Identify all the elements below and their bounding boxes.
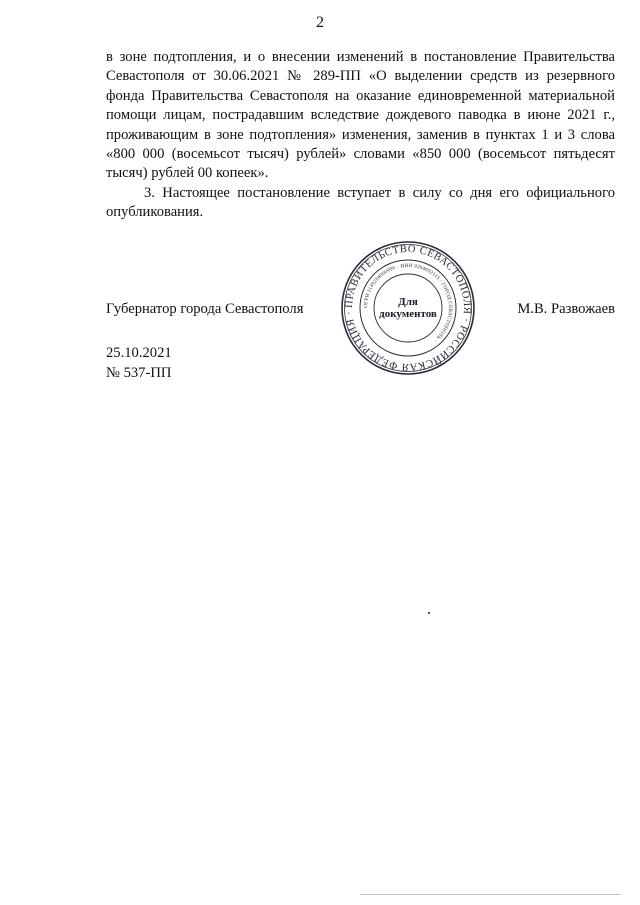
paragraph-3: 3. Настоящее постановление вступает в силу со дня его официального опубликования.	[106, 184, 615, 221]
document-date: 25.10.2021	[106, 345, 172, 361]
paragraph-continuation: в зоне подтопления, и о внесении изменений в постановление Правительства Севастополя от 30.06.2021 № 289-ПП «О выделении средств из резервного фонда Правительства Севастополя на оказание единовременной материальной помощи лицам, пострадавшим вследствие дождевого паводка в июне 2021 г., проживающим в зоне подтопления» изменения, заменив в пунктах 1 и 3 слова «800 000 (восемьсот тысяч) рублей» словами «850 000 (восемьсот пятьдесят тысяч) рублей 00 копеек».	[106, 49, 615, 182]
document-number: № 537-ПП	[106, 365, 172, 381]
document-body	[106, 48, 615, 223]
scan-bottom-line	[360, 894, 620, 895]
seal-outer-text: ПРАВИТЕЛЬСТВО СЕВАСТОПОЛЯ · РОССИЙСКАЯ ФЕДЕРАЦИЯ ·	[343, 243, 473, 373]
seal-inner-text: ОГРН 1149204000996 · ИНН 9204002115 · ГОРОД СЕВАСТОПОЛЬ ·	[362, 262, 454, 343]
signature-name: М.В. Развожаев	[517, 301, 615, 317]
seal-center-line-2: документов	[379, 308, 437, 320]
page-number: 2	[316, 14, 324, 31]
scan-speck	[428, 612, 430, 614]
document-meta	[106, 343, 172, 383]
seal-center	[340, 240, 476, 376]
seal	[340, 240, 476, 376]
seal-center-line-1: Для	[398, 296, 418, 308]
signature-title: Губернатор города Севастополя	[106, 301, 304, 317]
